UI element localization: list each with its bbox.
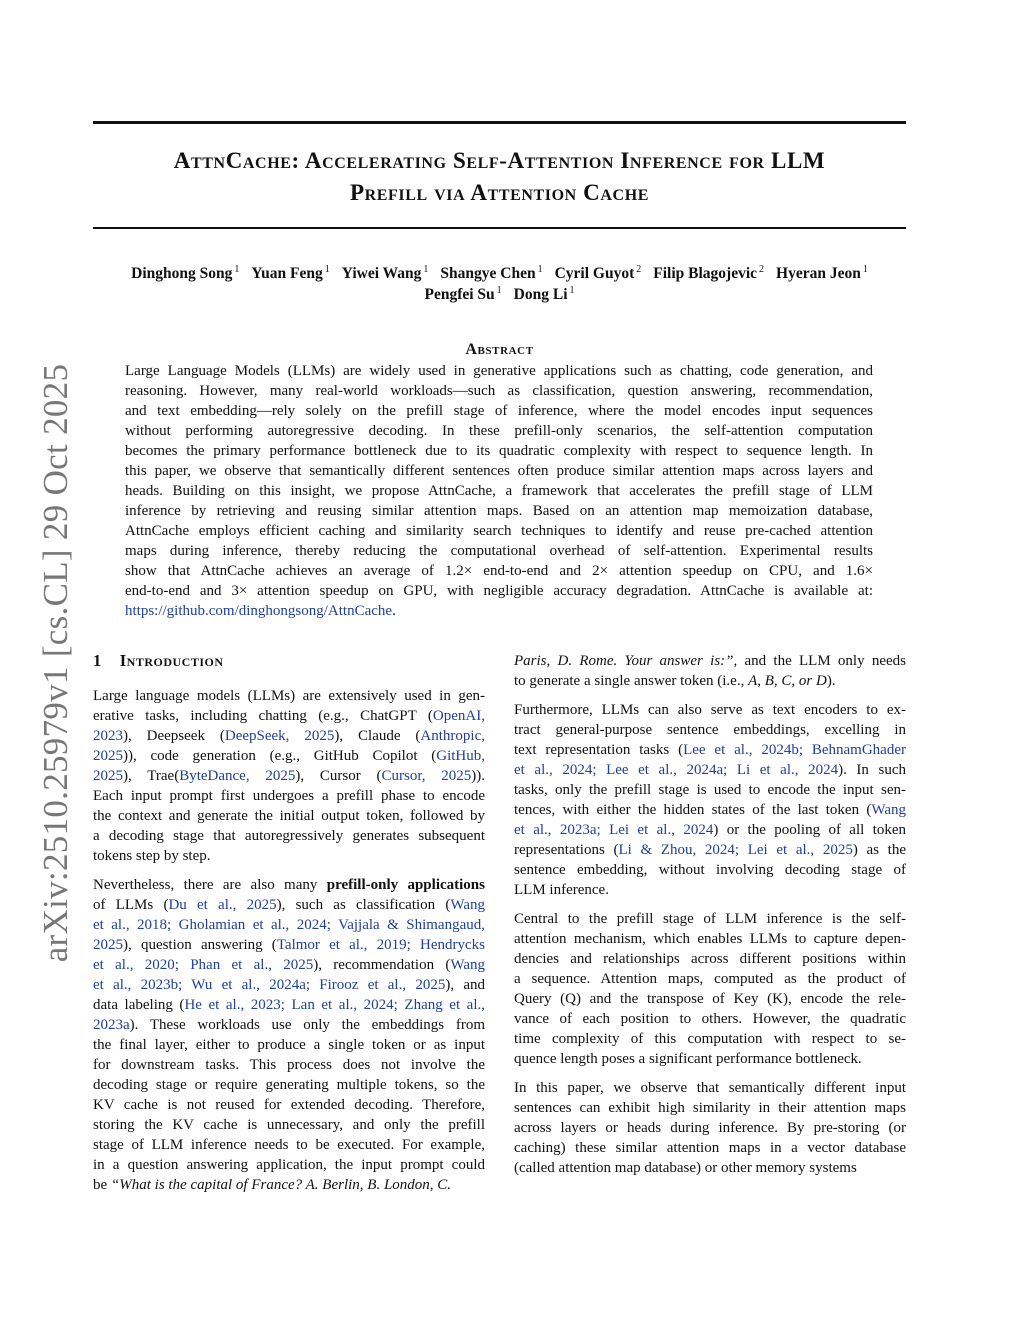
author-name: Pengfei Su $^1$ xyxy=(424,285,502,304)
affiliation-marker: 1 xyxy=(496,285,502,296)
abstract-line: heads. Building on this insight, we propose AttnCache, a framework that accelerates the prefill stage of LLM xyxy=(125,483,873,499)
abstract-line: AttnCache employs efficient caching and similarity search techniques to identify and reuse pre-cached attention xyxy=(125,523,873,539)
citation-link[interactable]: Li & Zhou, 2024; Lei et al., 2025 xyxy=(618,842,853,858)
title-top-rule xyxy=(93,121,906,124)
text-line: erative tasks, including chatting (e.g., ChatGPT (OpenAI, xyxy=(93,708,485,724)
text-line: tract general-purpose sentence embeddings, excelling in xyxy=(514,722,906,738)
text-line: Query (Q) and the transpose of Key (K), encode the rele- xyxy=(514,991,906,1007)
text-line: time complexity of this computation with respect to se- xyxy=(514,1031,906,1047)
text-line: sentences can exhibit high similarity in their attention maps xyxy=(514,1100,906,1116)
citation-link[interactable]: 2025 xyxy=(93,768,123,784)
text-line: et al., 2024; Lee et al., 2024a; Li et al., 2024). In such xyxy=(514,762,906,778)
text-line: stage of LLM inference needs to be executed. For example, xyxy=(93,1137,485,1153)
text-line: across layers or heads during inference. By pre-storing (or xyxy=(514,1120,906,1136)
author-name: Filip Blagojevic $^2$ xyxy=(653,264,765,283)
section-number: 1 xyxy=(93,651,102,670)
abstract-body xyxy=(125,361,873,621)
author-name: Cyril Guyot $^2$ xyxy=(554,264,642,283)
section-heading-introduction xyxy=(93,651,485,671)
citation-link[interactable]: et al., 2020; Phan et al., 2025 xyxy=(93,957,314,973)
affiliation-marker: 1 xyxy=(862,264,868,275)
text-line: of LLMs (Du et al., 2025), such as classification (Wang xyxy=(93,897,485,913)
abstract-line: Large Language Models (LLMs) are widely used in generative applications such as chatting, code generation, and xyxy=(125,363,873,379)
text-line: the final layer, either to produce a single token or as input xyxy=(93,1037,485,1053)
text-line: decoding stage or require generating multiple tokens, so the xyxy=(93,1077,485,1093)
paragraph xyxy=(514,1078,906,1178)
citation-link[interactable]: He et al., 2023; Lan et al., 2024; Zhang et al., xyxy=(184,997,486,1013)
author-name: Dinghong Song $^1$ xyxy=(131,264,240,283)
text-line: sentence embedding, without involving decoding stage of xyxy=(514,862,906,878)
left-column xyxy=(93,651,485,1195)
abstract-line: becomes the primary performance bottleneck due to its quadratic complexity with respect to sequence length. In xyxy=(125,443,873,459)
text-line: 2025), Trae(ByteDance, 2025), Cursor (Cursor, 2025)). xyxy=(93,768,486,784)
text-line: 2023), Deepseek (DeepSeek, 2025), Claude (Anthropic, xyxy=(93,728,485,744)
citation-link[interactable]: Cursor, 2025 xyxy=(381,768,472,784)
citation-link[interactable]: et al., 2024; Lee et al., 2024a; Li et al., 2024 xyxy=(514,762,839,778)
citation-link[interactable]: Wang xyxy=(871,802,906,818)
paragraph xyxy=(514,909,906,1069)
text-line: et al., 2023b; Wu et al., 2024a; Firooz et al., 2025), and xyxy=(93,977,485,993)
citation-link[interactable]: GitHub, xyxy=(436,748,485,764)
text-line: attention mechanism, which enables LLMs to capture depen- xyxy=(514,931,906,947)
abstract-line: reasoning. However, many real-world workloads—such as classification, question answering, recommendation, xyxy=(125,383,873,399)
text-line: Paris, D. Rome. Your answer is:”, and the LLM only needs xyxy=(514,653,906,669)
citation-link[interactable]: Talmor et al., 2019; Hendrycks xyxy=(276,937,485,953)
text-line: Central to the prefill stage of LLM inference is the self- xyxy=(514,911,906,927)
text-line: (called attention map database) or other memory systems xyxy=(514,1160,857,1176)
citation-link[interactable]: Du et al., 2025 xyxy=(168,897,277,913)
text-line: quence length poses a significant performance bottleneck. xyxy=(514,1051,862,1067)
text-line: a decoding stage that autoregressively generates subsequent xyxy=(93,828,485,844)
text-line: LLM inference. xyxy=(514,882,609,898)
citation-link[interactable]: Wang xyxy=(450,957,486,973)
section-title: Introduction xyxy=(119,651,224,670)
text-line: Large language models (LLMs) are extensively used in gen- xyxy=(93,688,485,704)
citation-link[interactable]: 2025 xyxy=(93,937,123,953)
author-name: Shangye Chen $^1$ xyxy=(440,264,543,283)
right-column xyxy=(514,651,906,1178)
abstract-line: inference by retrieving and reusing similar attention maps. Based on an attention map memoization database, xyxy=(125,503,873,519)
author-name: Yiwei Wang $^1$ xyxy=(341,264,429,283)
text-line: storing the KV cache is unnecessary, and only the prefill xyxy=(93,1117,485,1133)
arxiv-stamp-text: arXiv:2510.25979v1 [cs.CL] 29 Oct 2025 xyxy=(36,363,75,963)
affiliation-marker: 1 xyxy=(234,264,240,275)
affiliation-marker: 2 xyxy=(759,264,765,275)
author-name: Dong Li $^1$ xyxy=(513,285,575,304)
abstract-heading: Abstract xyxy=(465,341,534,358)
citation-link[interactable]: et al., 2023a; Lei et al., 2024 xyxy=(514,822,714,838)
paragraph xyxy=(93,686,485,866)
author-list-line-2 xyxy=(93,285,906,304)
text-line xyxy=(93,915,485,935)
abstract-line: and text embedding—rely solely on the prefill stage of inference, where the model encodes input sequences xyxy=(125,403,873,419)
text-line: et al., 2020; Phan et al., 2025), recommendation (Wang xyxy=(93,957,486,973)
citation-link[interactable]: 2023 xyxy=(93,728,123,744)
abstract-line: maps during inference, thereby reducing the computational overhead of self-attention. Experimental results xyxy=(125,543,873,559)
abstract-line: end-to-end and 3× attention speedup on GPU, with negligible accuracy degradation. AttnCache is available at: xyxy=(125,583,873,599)
abstract-line: without performing autoregressive decoding. In these prefill-only scenarios, the self-attention computation xyxy=(125,423,873,439)
text-line: Nevertheless, there are also many prefill-only applications xyxy=(93,877,485,893)
citation-link[interactable]: OpenAI, xyxy=(432,708,485,724)
text-line: 2025)), code generation (e.g., GitHub Copilot (GitHub, xyxy=(93,748,485,764)
text-line: to generate a single answer token (i.e., A, B, C, or D). xyxy=(514,673,836,689)
abstract-line: show that AttnCache achieves an average of 1.2× end-to-end and 2× attention speedup on CPU, and 1.6× xyxy=(125,563,873,579)
citation-link[interactable]: DeepSeek, 2025 xyxy=(224,728,335,744)
text-line: Furthermore, LLMs can also serve as text encoders to ex- xyxy=(514,702,906,718)
text-line: dencies and relationships across different positions within xyxy=(514,951,906,967)
text-line: text representation tasks (Lee et al., 2024b; BehnamGhader xyxy=(514,742,906,758)
text-line: in a question answering application, the input prompt could xyxy=(93,1157,485,1173)
affiliation-marker: 1 xyxy=(537,264,543,275)
text-line: vance of each position to others. However, the quadratic xyxy=(514,1011,906,1027)
affiliation-marker: 1 xyxy=(324,264,330,275)
paragraph xyxy=(514,651,906,691)
text-line: tokens step by step. xyxy=(93,848,211,864)
author-name: Hyeran Jeon $^1$ xyxy=(776,264,868,283)
text-line: In this paper, we observe that semantically different input xyxy=(514,1080,906,1096)
title-bottom-rule xyxy=(93,227,906,229)
text-line: for downstream tasks. This process does not involve the xyxy=(93,1057,485,1073)
text-line: the context and generate the initial output token, followed by xyxy=(93,808,485,824)
text-line: be “What is the capital of France? A. Berlin, B. London, C. xyxy=(93,1177,452,1193)
citation-link[interactable]: Anthropic, xyxy=(420,728,485,744)
author-name: Yuan Feng $^1$ xyxy=(251,264,330,283)
citation-link[interactable]: 2023a xyxy=(93,1017,130,1033)
text-line: 2025), question answering (Talmor et al., 2019; Hendrycks xyxy=(93,937,485,953)
text-line: et al., 2023a; Lei et al., 2024) or the pooling of all token xyxy=(514,822,906,838)
affiliation-marker: 1 xyxy=(569,285,575,296)
text-line: tences, with either the hidden states of the last token (Wang xyxy=(514,802,906,818)
citation-link[interactable]: Wang xyxy=(450,897,485,913)
author-list-line-1 xyxy=(93,264,906,283)
text-line: a sequence. Attention maps, computed as the product of xyxy=(514,971,906,987)
abstract-line: this paper, we observe that semantically different sentences often produce similar attention maps across layers and xyxy=(125,463,873,479)
affiliation-marker: 2 xyxy=(636,264,642,275)
citation-link[interactable]: Lee et al., 2024b; BehnamGhader xyxy=(683,742,906,758)
citation-link[interactable]: 2025 xyxy=(93,748,123,764)
affiliation-marker: 1 xyxy=(423,264,429,275)
citation-link[interactable]: et al., 2023b; Wu et al., 2024a; Firooz et al., 2025 xyxy=(93,977,446,993)
text-line: 2023a). These workloads use only the embeddings from xyxy=(93,1017,485,1033)
paper-title-line-2: Prefill via Attention Cache xyxy=(349,180,650,205)
text-line: data labeling (He et al., 2023; Lan et al., 2024; Zhang et al., xyxy=(93,997,486,1013)
paragraph xyxy=(514,700,906,900)
text-line: representations (Li & Zhou, 2024; Lei et al., 2025) as the xyxy=(514,842,907,858)
repository-link[interactable]: https://github.com/dinghongsong/AttnCache xyxy=(125,603,393,619)
text-line: KV cache is not reused for extended decoding. Therefore, xyxy=(93,1097,485,1113)
text-line: tasks, only the prefill stage is used to encode the input sen- xyxy=(514,782,906,798)
citation-link[interactable]: et al., 2018; Gholamian et al., 2024; Vajjala & Shimangaud, xyxy=(93,917,485,933)
paragraph xyxy=(93,875,485,1195)
abstract-line: https://github.com/dinghongsong/AttnCache. xyxy=(125,603,396,619)
paper-title-line-1: AttnCache: Accelerating Self-Attention Inference for LLM xyxy=(173,148,826,173)
citation-link[interactable]: ByteDance, 2025 xyxy=(179,768,296,784)
text-line: caching) these similar attention maps in a vector database xyxy=(514,1140,906,1156)
text-line: Each input prompt first undergoes a prefill phase to encode xyxy=(93,788,485,804)
